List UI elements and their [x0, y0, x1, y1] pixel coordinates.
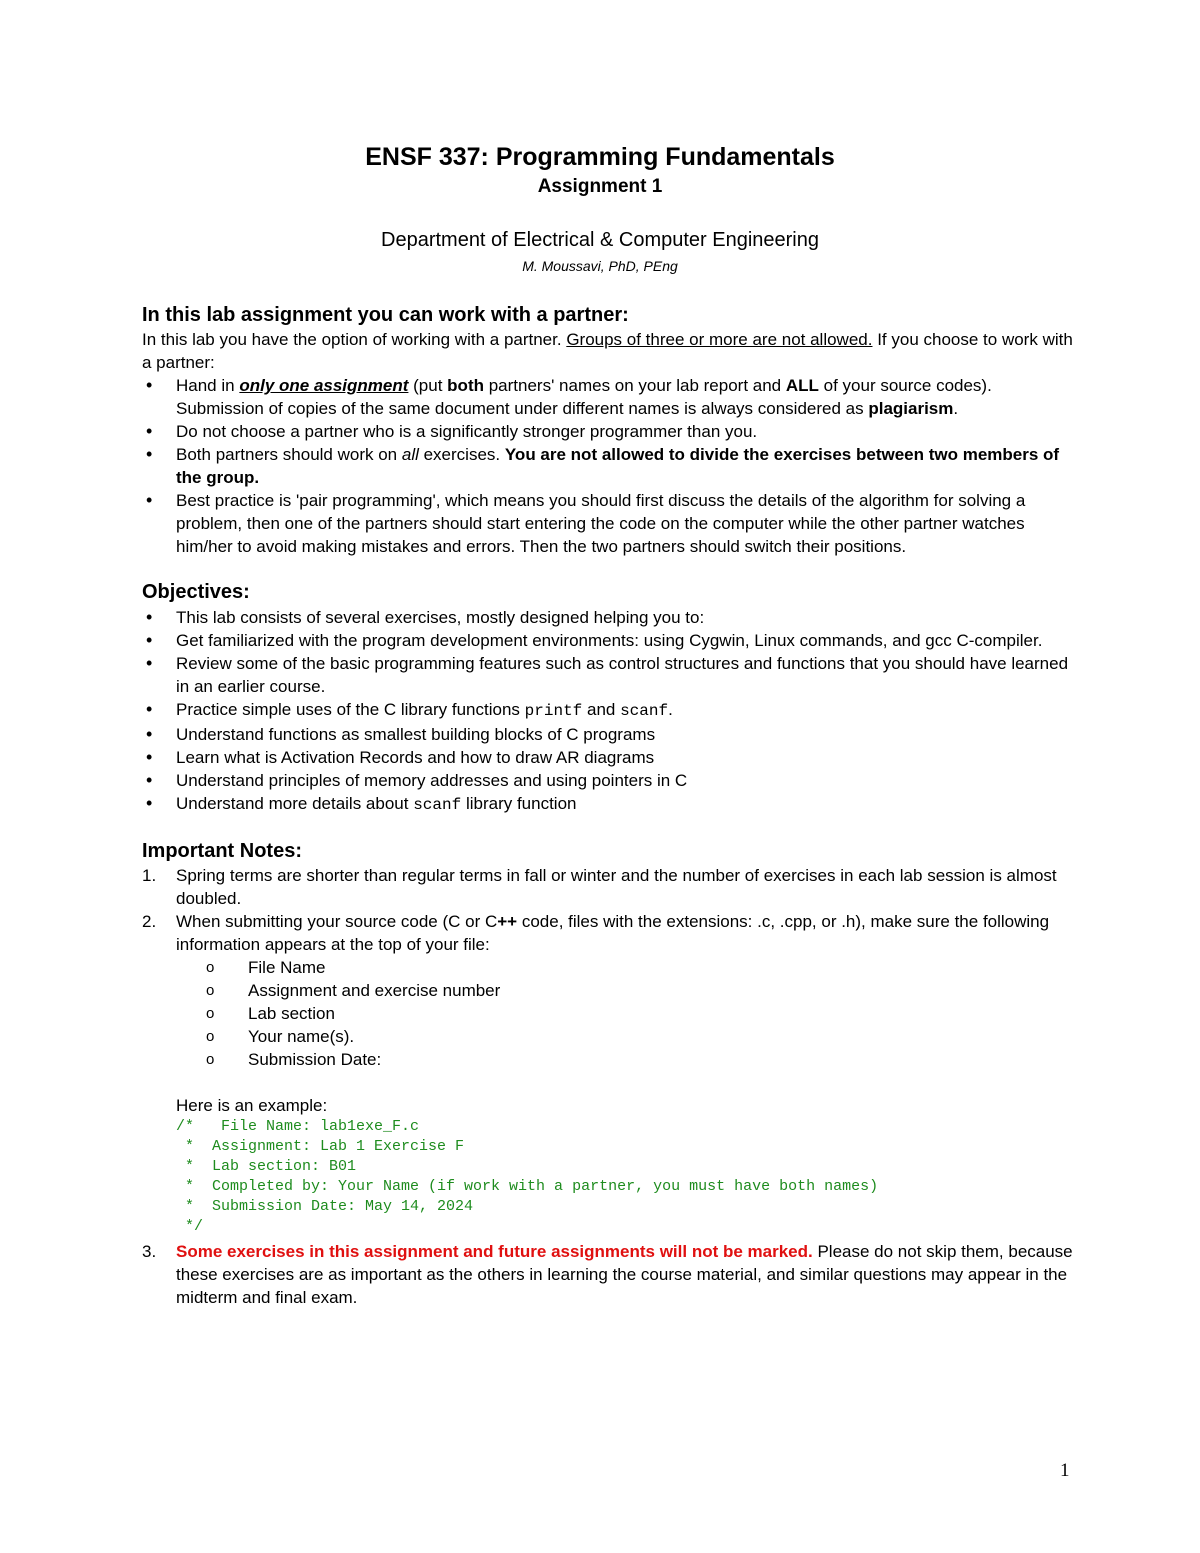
list-item: o Submission Date:	[176, 1048, 1082, 1071]
author-line: M. Moussavi, PhD, PEng	[522, 258, 678, 274]
list-item: • Review some of the basic programming features such as control structures and functions that you should have learned in an earlier course.	[142, 652, 1082, 698]
partner-intro-text: In this lab you have the option of working with a partner.	[142, 330, 567, 349]
list-item: • Do not choose a partner who is a significantly stronger programmer than you.	[142, 420, 1082, 443]
list-item: • Hand in only one assignment (put both partners' names on your lab report and ALL of your source codes). Submission of copies of the same document under different names is always considered as plagiarism.	[142, 374, 1082, 420]
department-name: Department of Electrical & Computer Engineering	[381, 229, 819, 251]
example-label: Here is an example:	[176, 1096, 328, 1115]
one-assignment-emphasis: only one assignment	[239, 376, 409, 395]
list-item: 1. Spring terms are shorter than regular terms in fall or winter and the number of exercises in each lab session is almost doubled.	[142, 866, 1057, 908]
list-item: • Both partners should work on all exercises. You are not allowed to divide the exercises between two members of the group.	[142, 443, 1082, 489]
partner-heading: In this lab assignment you can work with a partner:	[142, 304, 629, 326]
list-item: • Understand principles of memory addresses and using pointers in C	[142, 769, 1082, 792]
list-item: o Lab section	[176, 1002, 1082, 1025]
list-item: • Learn what is Activation Records and how to draw AR diagrams	[142, 746, 1082, 769]
list-item: o Your name(s).	[176, 1025, 1082, 1048]
list-item: o Assignment and exercise number	[176, 979, 1082, 1002]
objectives-heading: Objectives:	[142, 581, 250, 603]
not-marked-warning: Some exercises in this assignment and future assignments will not be marked.	[176, 1242, 813, 1261]
partner-intro	[142, 328, 1082, 374]
list-item: • Understand functions as smallest building blocks of C programs	[142, 723, 1082, 746]
list-item: • This lab consists of several exercises, mostly designed helping you to:	[142, 606, 1082, 629]
partner-intro-tail: If you choose to work with a partner:	[142, 330, 1073, 372]
main-content	[142, 302, 1082, 1309]
document-title: ENSF 337: Programming Fundamentals	[365, 143, 835, 171]
list-item: • Understand more details about scanf library function	[142, 792, 1082, 817]
list-item: 2. When submitting your source code (C or C++ code, files with the extensions: .c, .cpp, or .h), make sure the following information appears at the top of your file: o File Name o Assignment and exercise number o Lab section o Your name(s). o Submission Date: Here is an example: /* File Name: lab1exe_F.c * Assignment: Lab 1 Exercise F * Lab section: B01 * Completed by: Your Name (if work with a partner, you must have both names) * Submission Date: May 14, 2024 */	[142, 910, 1082, 1237]
notes-list	[142, 864, 1082, 1309]
list-item: • Best practice is 'pair programming', which means you should first discuss the details of the algorithm for solving a problem, then one of the partners should start entering the code on the computer while the other partner watches him/her to avoid making mistakes and errors. Then the two partners should switch their positions.	[142, 489, 1082, 558]
notes-heading: Important Notes:	[142, 840, 302, 862]
document-subtitle: Assignment 1	[537, 176, 663, 197]
list-item: 3. Some exercises in this assignment and future assignments will not be marked. Please do not skip them, because these exercises are as important as the others in learning the course material, and similar questions may appear in the midterm and final exam.	[142, 1242, 1073, 1307]
header-fields-list	[176, 956, 1082, 1071]
list-item: • Practice simple uses of the C library functions printf and scanf.	[142, 698, 1082, 723]
code-example: /* File Name: lab1exe_F.c * Assignment: Lab 1 Exercise F * Lab section: B01 * Completed by: Your Name (if work with a partner, you must have both names) * Submission Date: May 14, 2024 */	[176, 1118, 879, 1235]
list-item: • Get familiarized with the program development environments: using Cygwin, Linux commands, and gcc C-compiler.	[142, 629, 1082, 652]
partner-rules-list	[142, 374, 1082, 558]
group-size-rule: Groups of three or more are not allowed.	[566, 330, 873, 349]
list-item: o File Name	[176, 956, 1082, 979]
objectives-list	[142, 606, 1082, 817]
page-number: 1	[1060, 1460, 1070, 1481]
